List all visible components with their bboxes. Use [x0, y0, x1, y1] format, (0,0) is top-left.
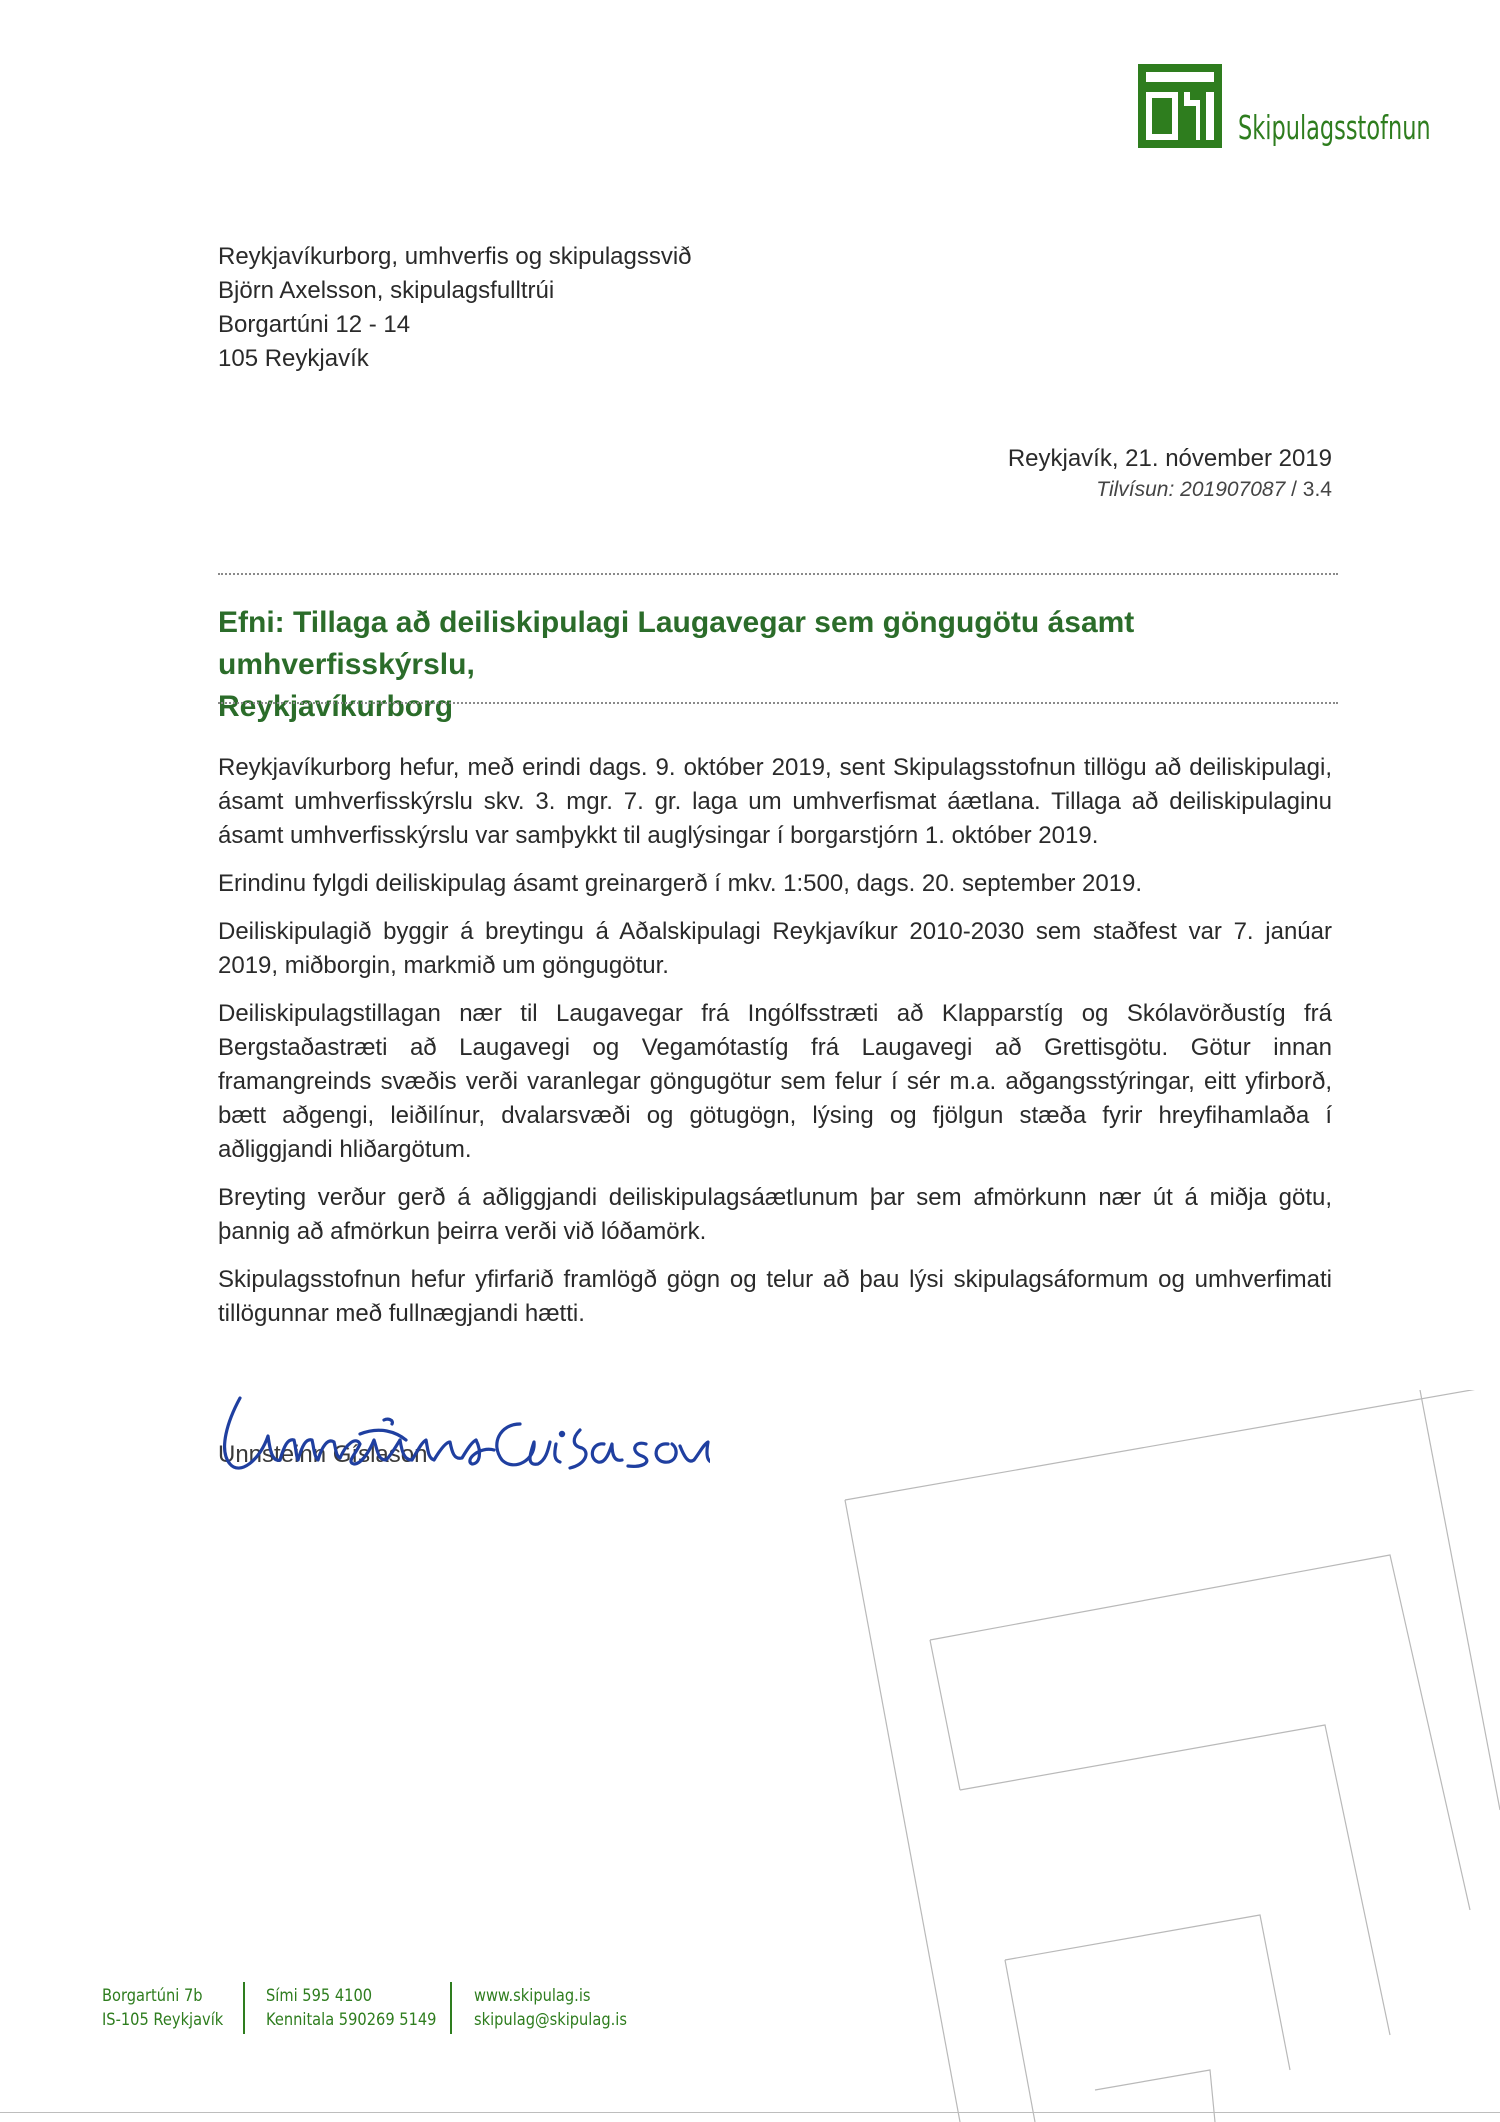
organization-logo	[1136, 62, 1431, 152]
handwritten-signature	[210, 1380, 710, 1490]
body-paragraph: Deiliskipulagið byggir á breytingu á Aðalskipulagi Reykjavíkur 2010-2030 sem staðfest var 7. janúar 2019, miðborgin, markmið um göngugötur.	[218, 918, 1332, 979]
date-reference-block	[1008, 442, 1332, 504]
footer-line: Sími 595 4100	[266, 1986, 373, 2006]
subject-line: Reykjavíkurborg	[218, 690, 454, 723]
divider	[218, 573, 1338, 575]
decorative-watermark	[830, 1390, 1500, 2122]
footer-divider	[450, 1982, 452, 2034]
body-paragraph: Reykjavíkurborg hefur, með erindi dags. 9. október 2019, sent Skipulagsstofnun tillögu að deiliskipulagi, ásamt umhverfisskýrslu skv. 3. mgr. 7. gr. laga um umhverfismat áætlana. Tillaga að deiliskipulaginu ásamt umhverfisskýrslu var samþykkt til auglýsingar í borgarstjórn 1. október 2019.	[218, 754, 1332, 849]
footer-web	[474, 1984, 652, 2032]
logo-wordmark: Skipulagsstofnun	[1238, 108, 1431, 147]
body-paragraph: Breyting verður gerð á aðliggjandi deiliskipulagsáætlunum þar sem afmörkunn nær út á miðja götu, þannig að afmörkun þeirra verði við lóðamörk.	[218, 1184, 1332, 1245]
subject-line: Efni: Tillaga að deiliskipulagi Laugavegar sem göngugötu ásamt umhverfisskýrslu,	[218, 606, 1135, 681]
footer-contact	[266, 1984, 464, 2032]
reference-suffix: / 3.4	[1291, 478, 1332, 501]
recipient-line: Reykjavíkurborg, umhverfis og skipulagssvið	[218, 243, 692, 270]
footer-email-link[interactable]: skipulag@skipulag.is	[474, 2010, 627, 2030]
divider	[218, 702, 1338, 704]
body-paragraph: Erindinu fylgdi deiliskipulag ásamt greinargerð í mkv. 1:500, dags. 20. september 2019.	[218, 870, 1143, 897]
skipulagsstofnun-logo-icon	[1136, 62, 1224, 150]
recipient-line: Borgartúni 12 - 14	[218, 311, 411, 338]
footer-divider	[243, 1982, 245, 2034]
recipient-address	[218, 240, 692, 376]
letter-date: Reykjavík, 21. nóvember 2019	[1007, 445, 1332, 472]
footer-line: Borgartúni 7b	[102, 1986, 203, 2006]
recipient-line: 105 Reykjavík	[218, 345, 369, 372]
reference-case-number: 201907087	[1180, 478, 1286, 501]
letter-body	[218, 751, 1332, 1345]
reference-label: Tilvísun:	[1096, 478, 1175, 501]
footer-line: Kennitala 590269 5149	[266, 2010, 437, 2030]
reference-number	[1008, 476, 1332, 504]
recipient-line: Björn Axelsson, skipulagsfulltrúi	[218, 277, 555, 304]
signatory-name: Unnsteinn Gíslason	[218, 1441, 428, 1468]
footer-line: IS-105 Reykjavík	[102, 2010, 224, 2030]
letter-subject	[218, 602, 1348, 728]
body-paragraph: Skipulagsstofnun hefur yfirfarið framlögð gögn og telur að þau lýsi skipulagsáformum og umhverfimati tillögunnar með fullnægjandi hætti.	[218, 1266, 1332, 1327]
page-bottom-edge	[0, 2112, 1500, 2113]
footer-address	[102, 1984, 243, 2032]
body-paragraph: Deiliskipulagstillagan nær til Laugavegar frá Ingólfsstræti að Klapparstíg og Skólavörðustíg frá Bergstaðastræti að Laugavegi og Vegamótastíg frá Laugavegi að Grettisgötu. Götur innan framangreinds svæðis verði varanlegar göngugötur sem felur í sér m.a. aðgangsstýringar, eitt yfirborð, bætt aðgengi, leiðilínur, dvalarsvæði og götugögn, lýsing og fjölgun stæða fyrir hreyfihamlaða í aðliggjandi hliðargötum.	[218, 1000, 1332, 1163]
footer-website-link[interactable]: www.skipulag.is	[474, 1986, 591, 2006]
